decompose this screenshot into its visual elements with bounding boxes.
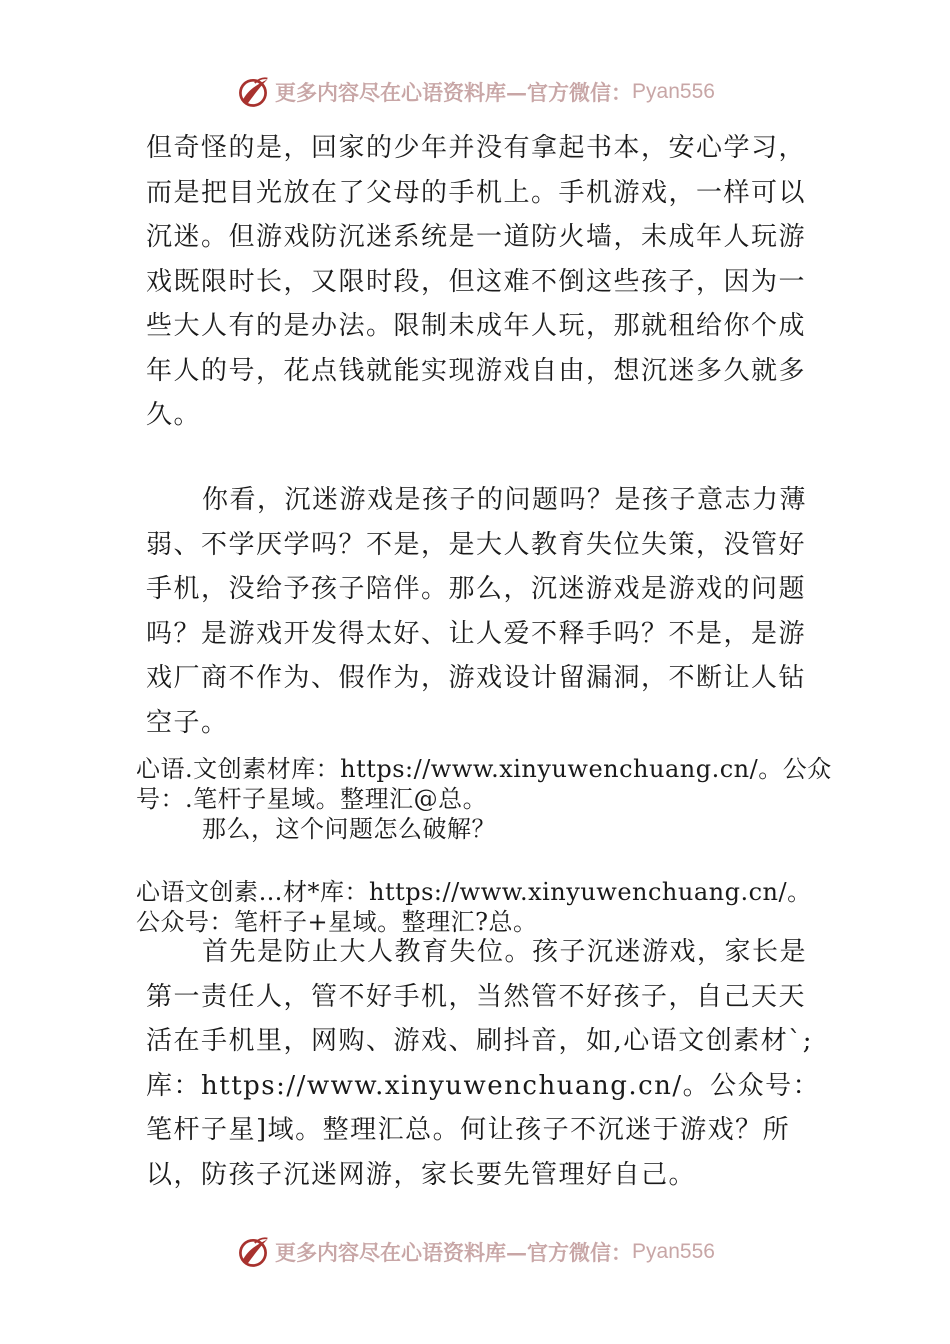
xinyu-logo-icon: [235, 74, 271, 110]
source-note-1: 心语.文创素材库：https://www.xinyuwenchuang.cn/。公众号：.笔杆子星域。整理汇@总。: [136, 755, 832, 813]
footer-separator: —: [506, 1239, 528, 1265]
footer-slogan: 更多内容尽在心语资料库: [275, 1240, 507, 1265]
paragraph-3: 那么，这个问题怎么破解？: [202, 815, 496, 843]
header-banner: [0, 70, 950, 114]
header-separator: —: [506, 79, 528, 105]
footer-wechat-id: Pyan556: [632, 1240, 715, 1263]
xinyu-logo-icon: [235, 1234, 271, 1270]
header-wechat-label: 官方微信：: [527, 80, 633, 105]
footer-banner: [0, 1230, 950, 1274]
header-slogan: 更多内容尽在心语资料库: [275, 80, 507, 105]
footer-wechat-label: 官方微信：: [527, 1240, 633, 1265]
paragraph-2: 你看，沉迷游戏是孩子的问题吗？是孩子意志力薄弱、不学厌学吗？不是，是大人教育失位失策，没管好手机，没给予孩子陪伴。那么，沉迷游戏是游戏的问题吗？是游戏开发得太好、让人爱不释手吗？不是，是游戏厂商不作为、假作为，游戏设计留漏洞，不断让人钻空子。: [146, 485, 808, 738]
source-note-2: 心语文创素…材*库：https://www.xinyuwenchuang.cn/。公众号：笔杆子+星域。整理汇?总。: [136, 878, 812, 936]
paragraph-1: 但奇怪的是，回家的少年并没有拿起书本，安心学习，而是把目光放在了父母的手机上。手机游戏，一样可以沉迷。但游戏防沉迷系统是一道防火墙，未成年人玩游戏既限时长，又限时段，但这难不倒这些孩子，因为一些大人有的是办法。限制未成年人玩，那就租给你个成年人的号，花点钱就能实现游戏自由，想沉迷多久就多久。: [146, 133, 807, 430]
paragraph-4: 首先是防止大人教育失位。孩子沉迷游戏，家长是第一责任人，管不好手机，当然管不好孩子，自己天天活在手机里，网购、游戏、刷抖音，如,心语文创素材`;库：https://www.xinyuwenchuang.cn/。公众号：笔杆子星]域。整理汇总。何让孩子不沉迷于游戏？所以，防孩子沉迷网游，家长要先管理好自己。: [146, 937, 821, 1190]
header-wechat-id: Pyan556: [632, 80, 715, 103]
